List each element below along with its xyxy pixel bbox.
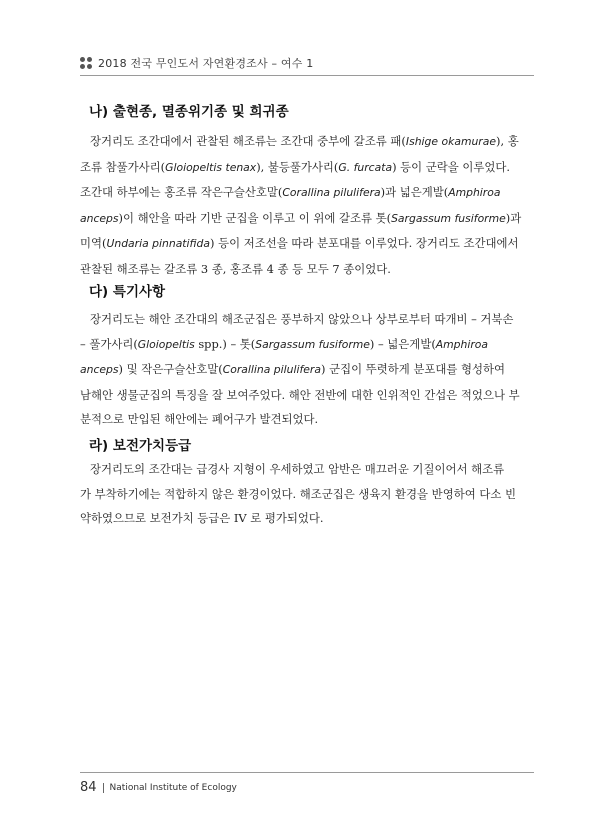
body-text: )이 해안을 따라 기반 군집을 이루고 이 위에 갈조류 톳(: [118, 210, 392, 225]
body-line: [80, 506, 534, 531]
section-body-conservation: [80, 457, 534, 531]
body-text: 조간대 하부에는 홍조류 작은구슬산호말(: [80, 185, 283, 200]
body-text: )과: [505, 210, 522, 225]
section-heading-notes: 다) 특기사항: [89, 284, 166, 300]
body-text: ) 등이 군락을 이루었다.: [392, 159, 511, 174]
page-footer: [80, 780, 237, 795]
body-line: [80, 155, 534, 181]
body-text: ) – 넓은게발(: [369, 336, 436, 351]
header-title: 2018 전국 무인도서 자연환경조사 – 여수 1: [98, 57, 314, 70]
scientific-name: Corallina pilulifera: [282, 186, 381, 200]
body-text: 조류 참풀가사리(: [80, 159, 166, 174]
body-text: ) 등이 저조선을 따라 분포대를 이루었다. 장거리도 조간대에서: [210, 236, 519, 251]
body-line: [80, 307, 534, 332]
scientific-name: anceps: [80, 211, 119, 225]
header-divider: [80, 75, 534, 76]
body-text: ) 및 작은구슬산호말(: [118, 362, 223, 377]
scientific-name: Sargassum fusiforme: [255, 337, 370, 351]
section-heading-species: 나) 출현종, 멸종위기종 및 희귀종: [89, 104, 289, 120]
body-text: 가 부착하기에는 적합하지 않은 환경이었다. 해조군집은 생육지 환경을 반영하여 다소 빈: [80, 486, 516, 501]
body-line: [80, 231, 534, 257]
body-text: 장거리도의 조간대는 급경사 지형이 우세하였고 암반은 매끄러운 기질이어서 해조류: [90, 462, 505, 476]
body-text: 남해안 생물군집의 특징을 잘 보여주었다. 해안 전반에 대한 인위적인 간섭은 적었으나 부: [80, 387, 520, 402]
scientific-name: anceps: [80, 363, 119, 377]
section-heading-conservation: 라) 보전가치등급: [89, 438, 192, 454]
header-dots-icon: [80, 57, 92, 69]
body-text: 미역(: [80, 236, 107, 251]
scientific-name: Undaria pinnatifida: [106, 237, 210, 251]
body-text: 장거리도 조간대에서 관찰된 해조류는 조간대 중부에 갈조류 패(: [90, 134, 406, 148]
body-line: [80, 206, 534, 232]
body-text: 관찰된 해조류는 갈조류 3 종, 홍조류 4 종 등 모두 7 종이었다.: [80, 261, 391, 276]
body-text: ) 군집이 뚜렷하게 분포대를 형성하여: [321, 362, 505, 377]
scientific-name: Sargassum fusiforme: [391, 211, 506, 225]
body-text: 장거리도는 해안 조간대의 해조군집은 풍부하지 않았으나 상부로부터 따개비 – 거북손: [90, 312, 514, 326]
footer-divider: [80, 772, 534, 773]
footer-separator: [103, 783, 104, 793]
body-line: [80, 357, 534, 383]
body-line: [80, 383, 534, 408]
scientific-name: Amphiroa: [435, 337, 489, 351]
body-text: spp.) – 톳(: [194, 336, 256, 351]
body-line: [80, 257, 534, 282]
body-text: 분적으로 만입된 해안에는 폐어구가 발견되었다.: [80, 412, 319, 427]
section-body-notes: [80, 307, 534, 432]
body-line: [80, 180, 534, 206]
running-header: [80, 52, 534, 74]
body-text: ), 불등풀가사리(: [256, 159, 339, 174]
body-line: [80, 482, 534, 507]
scientific-name: Ishige okamurae: [405, 135, 497, 148]
body-text: )과 넓은게발(: [380, 185, 449, 200]
body-line: [80, 407, 534, 432]
body-text: ), 홍: [496, 134, 519, 148]
body-text: 약하였으므로 보전가치 등급은 IV 로 평가되었다.: [80, 511, 324, 526]
scientific-name: Gloiopeltis tenax: [165, 160, 257, 174]
body-line: [80, 129, 534, 155]
body-line: [80, 332, 534, 358]
scientific-name: Amphiroa: [448, 186, 501, 200]
institute-name: National Institute of Ecology: [109, 782, 237, 793]
section-body-species: [80, 129, 534, 282]
body-line: [80, 457, 534, 482]
scientific-name: Gloiopeltis: [137, 337, 195, 351]
scientific-name: Corallina pilulifera: [222, 363, 321, 377]
body-text: – 풀가사리(: [80, 336, 138, 351]
scientific-name: G. furcata: [338, 160, 393, 174]
page-number: 84: [80, 780, 97, 795]
